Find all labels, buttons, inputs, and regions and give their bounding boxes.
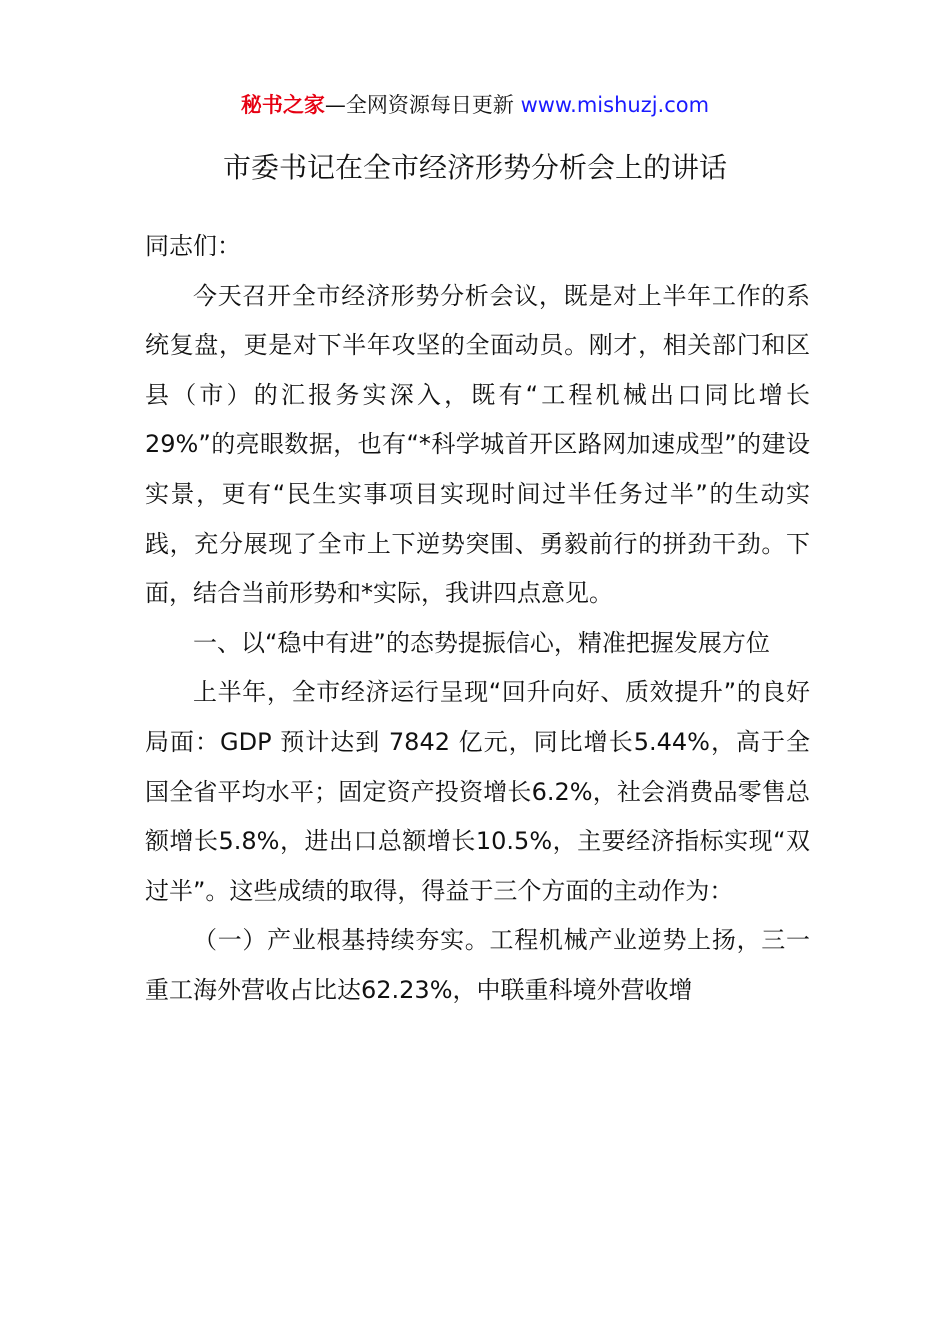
site-brand[interactable]: 秘书之家	[240, 93, 325, 117]
document-title: 市委书记在全市经济形势分析会上的讲话	[222, 151, 727, 184]
site-tagline: —全网资源每日更新	[324, 93, 521, 117]
site-header	[0, 88, 950, 122]
site-url-link[interactable]: www.mishuzj.com	[520, 93, 710, 117]
paragraph-first-half-review: 上半年，全市经济运行呈现“回升向好、质效提升”的良好局面：GDP 预计达到 7842 亿元，同比增长5.44%，高于全国全省平均水平；固定资产投资增长6.2%，社会消费品零售总额增长5.8%，进出口总额增长10.5%，主要经济指标实现“双过半”。这些成绩的取得，得益于三个方面的主动作为：	[145, 678, 810, 905]
paragraph-opening: 今天召开全市经济形势分析会议，既是对上半年工作的系统复盘，更是对下半年攻坚的全面动员。刚才，相关部门和区县（市）的汇报务实深入，既有“工程机械出口同比增长29%”的亮眼数据，也有“*科学城首开区路网加速成型”的建设实景，更有“民生实事项目实现时间过半任务过半”的生动实践，充分展现了全市上下逆势突围、勇毅前行的拼劲干劲。下面，结合当前形势和*实际，我讲四点意见。	[145, 281, 810, 608]
document-body	[145, 222, 810, 1016]
salutation: 同志们：	[145, 232, 241, 260]
paragraph-industry-foundation: （一）产业根基持续夯实。工程机械产业逆势上扬，三一重工海外营收占比达62.23%，中联重科境外营收增	[145, 926, 810, 1004]
section-heading-1: 一、以“稳中有进”的态势提振信心，精准把握发展方位	[193, 628, 770, 657]
